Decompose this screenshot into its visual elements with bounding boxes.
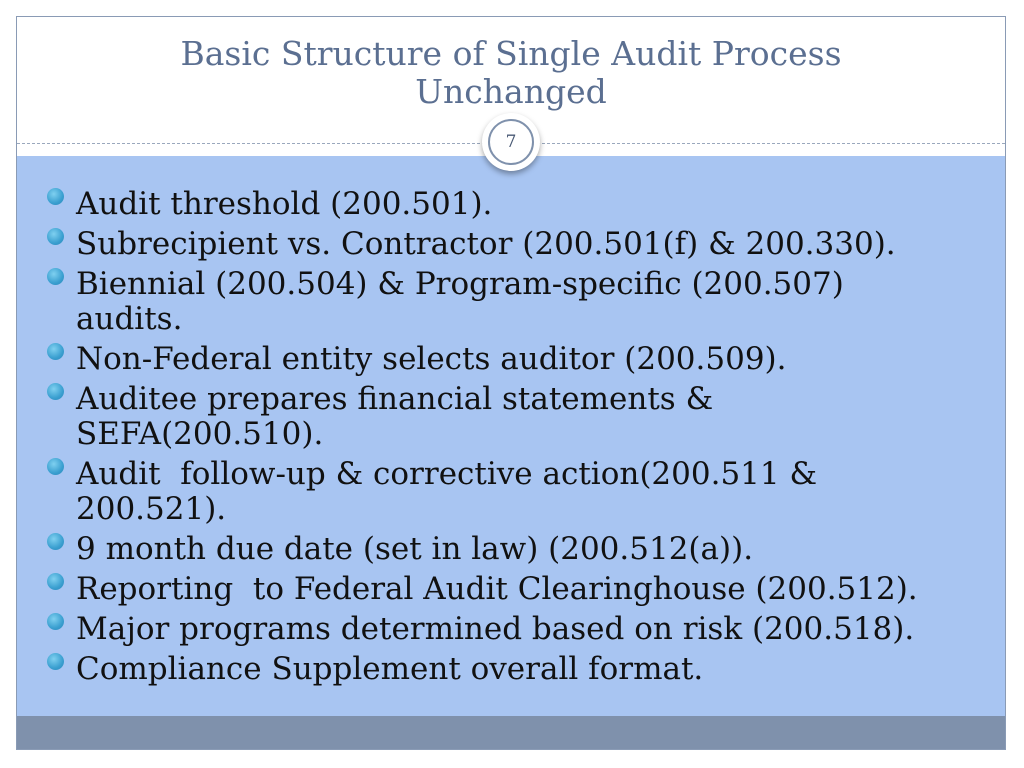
bullet-text: Audit follow-up & corrective action(200.511 & 200.521). — [76, 456, 818, 527]
bullet-item — [47, 382, 997, 452]
round-bullet-icon — [47, 573, 64, 590]
bullet-item — [47, 652, 997, 687]
bullet-item — [47, 457, 997, 527]
bullet-item — [47, 227, 997, 262]
round-bullet-icon — [47, 188, 64, 205]
bullet-item — [47, 267, 997, 337]
slide-title-line-2: Unchanged — [415, 72, 607, 111]
round-bullet-icon — [47, 613, 64, 630]
page-number-badge — [482, 113, 540, 171]
slide — [16, 16, 1006, 750]
bullet-text: Auditee prepares financial statements & SEFA(200.510). — [76, 381, 714, 452]
bullet-item — [47, 612, 997, 647]
bullet-item — [47, 187, 997, 222]
bullet-text: 9 month due date (set in law) (200.512(a)). — [76, 531, 754, 567]
round-bullet-icon — [47, 383, 64, 400]
round-bullet-icon — [47, 228, 64, 245]
bullet-list — [47, 187, 997, 692]
bullet-text: Reporting to Federal Audit Clearinghouse (200.512). — [76, 571, 918, 607]
page-number: 7 — [488, 119, 534, 165]
slide-title — [17, 35, 1005, 111]
bullet-item — [47, 532, 997, 567]
round-bullet-icon — [47, 533, 64, 550]
bullet-text: Compliance Supplement overall format. — [76, 651, 704, 687]
bullet-item — [47, 572, 997, 607]
slide-title-line-1: Basic Structure of Single Audit Process — [180, 34, 842, 73]
round-bullet-icon — [47, 458, 64, 475]
bullet-text: Major programs determined based on risk (200.518). — [76, 611, 915, 647]
bullet-text: Audit threshold (200.501). — [76, 186, 493, 222]
round-bullet-icon — [47, 343, 64, 360]
bullet-text: Subrecipient vs. Contractor (200.501(f) & 200.330). — [76, 226, 896, 262]
round-bullet-icon — [47, 653, 64, 670]
round-bullet-icon — [47, 268, 64, 285]
footer-bar — [17, 716, 1005, 750]
bullet-text: Biennial (200.504) & Program-specific (200.507) audits. — [76, 266, 844, 337]
bullet-text: Non-Federal entity selects auditor (200.509). — [76, 341, 787, 377]
bullet-item — [47, 342, 997, 377]
